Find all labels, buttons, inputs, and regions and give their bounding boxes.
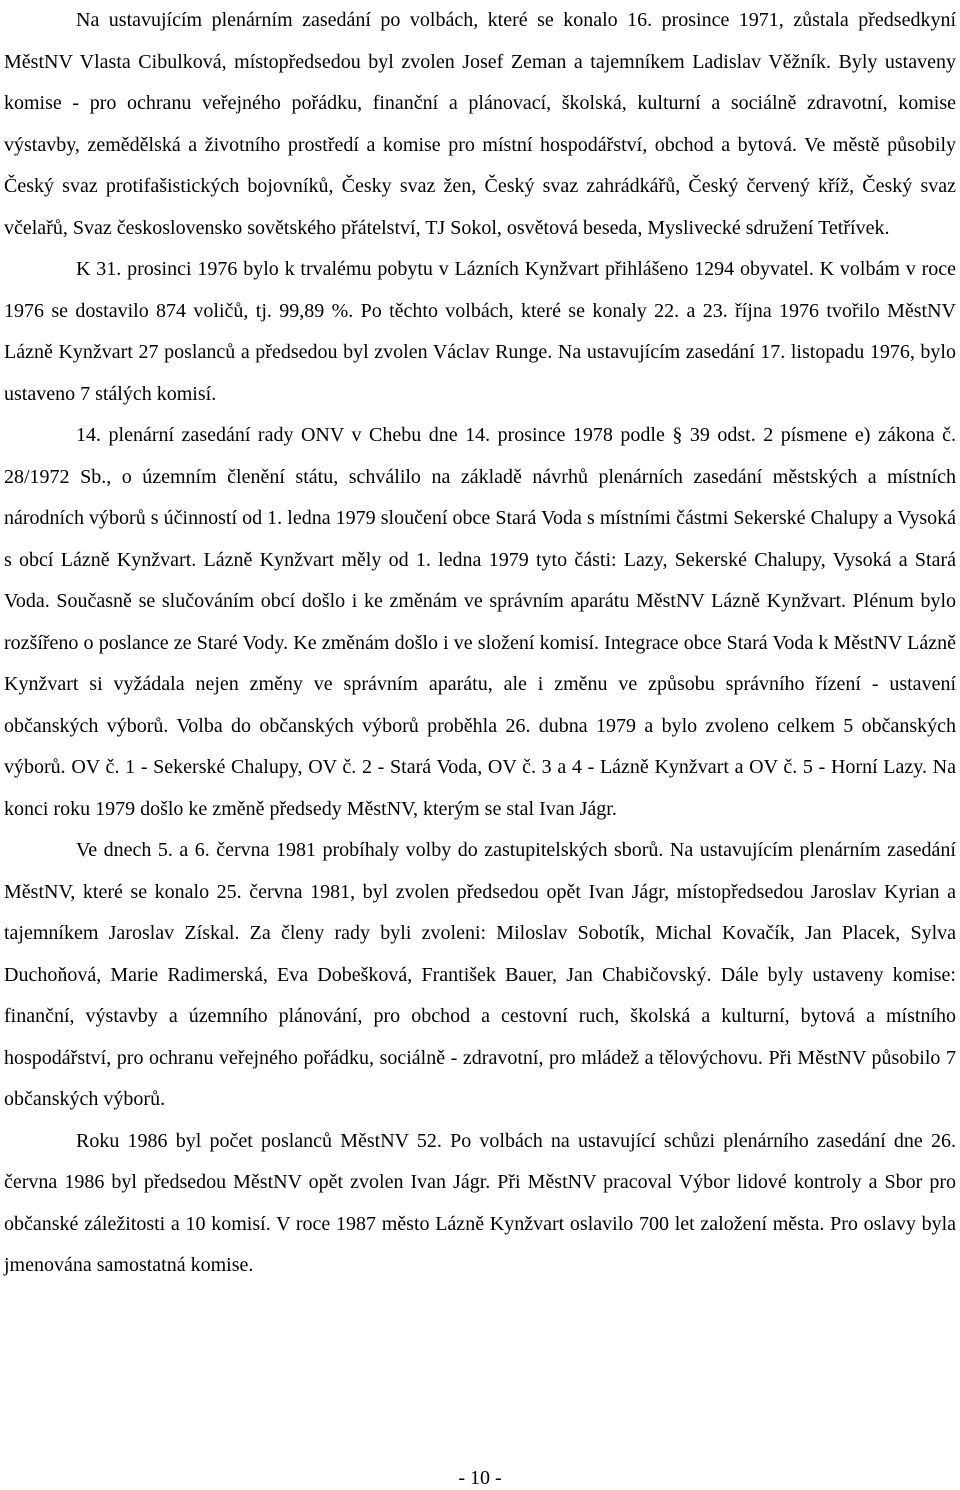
page-number: - 10 - [458, 1467, 502, 1489]
document-body [4, 0, 956, 1287]
paragraph-1986-1987: Roku 1986 byl počet poslanců MěstNV 52. Po volbách na ustavující schůzi plenárního zasedání dne 26. června 1986 byl předsedou MěstNV opět zvolen Ivan Jágr. Při MěstNV pracoval Výbor lidové kontroly a Sbor pro občanské záležitosti a 10 komisí. V roce 1987 město Lázně Kynžvart oslavilo 700 let založení města. Pro oslavy byla jmenována samostatná komise. [4, 1129, 956, 1276]
paragraph-1976-elections: K 31. prosinci 1976 bylo k trvalému pobytu v Lázních Kynžvart přihlášeno 1294 obyvatel. K volbám v roce 1976 se dostavilo 874 voličů, tj. 99,89 %. Po těchto volbách, které se konaly 22. a 23. října 1976 tvořilo MěstNV Lázně Kynžvart 27 poslanců a předsedou byl zvolen Václav Runge. Na ustavujícím zasedání 17. listopadu 1976, bylo ustaveno 7 stálých komisí. [4, 258, 956, 405]
paragraph-1971-elections: Na ustavujícím plenárním zasedání po volbách, které se konalo 16. prosince 1971, zůstala předsedkyní MěstNV Vlasta Cibulková, místopředsedou byl zvolen Josef Zeman a tajemníkem Ladislav Věžník. Byly ustaveny komise - pro ochranu veřejného pořádku, finanční a plánovací, školská, kulturní a sociálně zdravotní, komise výstavby, zemědělská a životního prostředí a komise pro místní hospodářství, obchod a bytová. Ve městě působily Český svaz protifašistických bojovníků, Česky svaz žen, Český svaz zahrádkářů, Český červený kříž, Český svaz včelařů, Svaz československo sovětského přátelství, TJ Sokol, osvětová beseda, Myslivecké sdružení Tetřívek. [4, 9, 956, 239]
paragraph-1981-elections: Ve dnech 5. a 6. června 1981 probíhaly volby do zastupitelských sborů. Na ustavujícím plenárním zasedání MěstNV, které se konalo 25. června 1981, byl zvolen předsedou opět Ivan Jágr, místopředsedou Jaroslav Kyrian a tajemníkem Jaroslav Získal. Za členy rady byli zvoleni: Miloslav Sobotík, Michal Kovačík, Jan Placek, Sylva Duchoňová, Marie Radimerská, Eva Dobešková, František Bauer, Jan Chabičovský. Dále byly ustaveny komise: finanční, výstavby a územního plánování, pro obchod a cestovní ruch, školská a kulturní, bytová a místního hospodářství, pro ochranu veřejného pořádku, sociálně - zdravotní, pro mládež a tělovýchovu. Při MěstNV působilo 7 občanských výborů. [4, 839, 956, 1110]
paragraph-1979-merger: 14. plenární zasedání rady ONV v Chebu dne 14. prosince 1978 podle § 39 odst. 2 písmene e) zákona č. 28/1972 Sb., o územním členění státu, schválilo na základě návrhů plenárních zasedání městských a místních národních výborů s účinností od 1. ledna 1979 sloučení obce Stará Voda s místními částmi Sekerské Chalupy a Vysoká s obcí Lázně Kynžvart. Lázně Kynžvart měly od 1. ledna 1979 tyto části: Lazy, Sekerské Chalupy, Vysoká a Stará Voda. Současně se slučováním obcí došlo i ke změnám ve správním aparátu MěstNV Lázně Kynžvart. Plénum bylo rozšířeno o poslance ze Staré Vody. Ke změnám došlo i ve složení komisí. Integrace obce Stará Voda k MěstNV Lázně Kynžvart si vyžádala nejen změny ve správním aparátu, ale i změnu ve způsobu správního řízení - ustavení občanských výborů. Volba do občanských výborů proběhla 26. dubna 1979 a bylo zvoleno celkem 5 občanských výborů. OV č. 1 - Sekerské Chalupy, OV č. 2 - Stará Voda, OV č. 3 a 4 - Lázně Kynžvart a OV č. 5 - Horní Lazy. Na konci roku 1979 došlo ke změně předsedy MěstNV, kterým se stal Ivan Jágr. [4, 424, 956, 820]
